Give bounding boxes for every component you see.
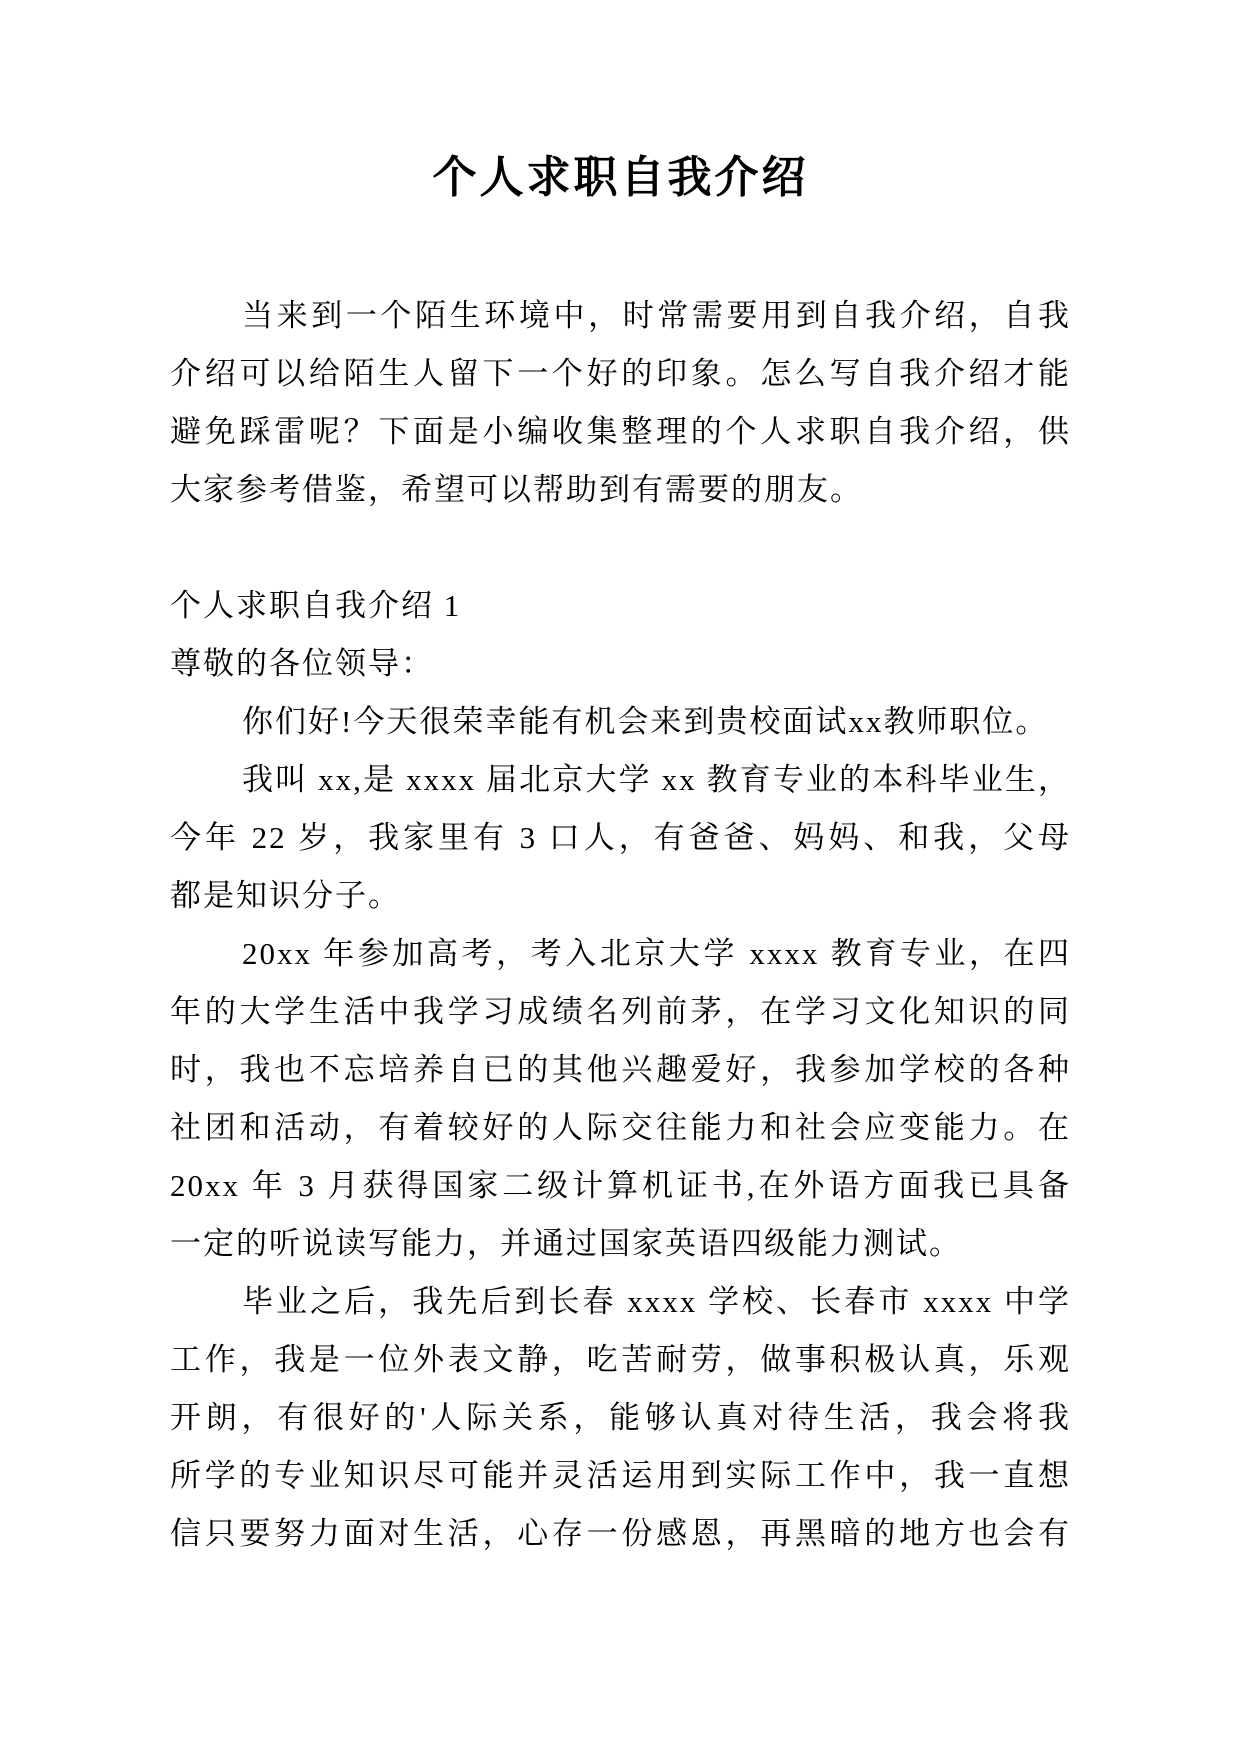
text-line: 20xx 年参加高考，考入北京大学 xxxx 教育专业，在四 bbox=[242, 936, 1071, 971]
document-body bbox=[170, 287, 1071, 1563]
document-title: 个人求职自我介绍 bbox=[432, 153, 809, 202]
paragraph bbox=[170, 1273, 1071, 1563]
paragraph bbox=[170, 635, 1071, 693]
text-line: 时，我也不忘培养自已的其他兴趣爱好，我参加学校的各种 bbox=[170, 1052, 1071, 1087]
blank-line bbox=[170, 519, 1071, 577]
text-line: 社团和活动，有着较好的人际交往能力和社会应变能力。在 bbox=[170, 1110, 1071, 1145]
text-line: 今年 22 岁，我家里有 3 口人，有爸爸、妈妈、和我，父母 bbox=[170, 820, 1071, 855]
text-line: 你们好!今天很荣幸能有机会来到贵校面试xx教师职位。 bbox=[242, 704, 1049, 739]
paragraph bbox=[170, 925, 1071, 1273]
text-line: 介绍可以给陌生人留下一个好的印象。怎么写自我介绍才能 bbox=[170, 356, 1071, 391]
text-line: 都是知识分子。 bbox=[170, 878, 401, 913]
paragraph bbox=[170, 693, 1071, 751]
text-line: 一定的听说读写能力，并通过国家英语四级能力测试。 bbox=[170, 1226, 962, 1261]
text-line: 毕业之后，我先后到长春 xxxx 学校、长春市 xxxx 中学 bbox=[242, 1284, 1071, 1319]
text-line: 信只要努力面对生活，心存一份感恩，再黑暗的地方也会有 bbox=[170, 1516, 1071, 1551]
text-line: 年的大学生活中我学习成绩名列前茅，在学习文化知识的同 bbox=[170, 994, 1071, 1029]
text-line: 个人求职自我介绍 1 bbox=[170, 588, 462, 623]
text-line: 20xx 年 3 月获得国家二级计算机证书,在外语方面我已具备 bbox=[170, 1168, 1071, 1203]
text-line: 大家参考借鉴，希望可以帮助到有需要的朋友。 bbox=[170, 472, 863, 507]
text-line: 开朗，有很好的'人际关系，能够认真对待生活，我会将我 bbox=[170, 1400, 1071, 1435]
text-line: 工作，我是一位外表文静，吃苦耐劳，做事积极认真，乐观 bbox=[170, 1342, 1071, 1377]
paragraph bbox=[170, 577, 1071, 635]
text-line: 我叫 xx,是 xxxx 届北京大学 xx 教育专业的本科毕业生， bbox=[242, 762, 1071, 797]
text-line: 避免踩雷呢？下面是小编收集整理的个人求职自我介绍，供 bbox=[170, 414, 1071, 449]
paragraph bbox=[170, 751, 1071, 925]
text-line: 当来到一个陌生环境中，时常需要用到自我介绍，自我 bbox=[242, 298, 1071, 333]
text-line: 所学的专业知识尽可能并灵活运用到实际工作中，我一直想 bbox=[170, 1458, 1071, 1493]
text-line: 尊敬的各位领导： bbox=[170, 646, 434, 681]
paragraph bbox=[170, 287, 1071, 519]
